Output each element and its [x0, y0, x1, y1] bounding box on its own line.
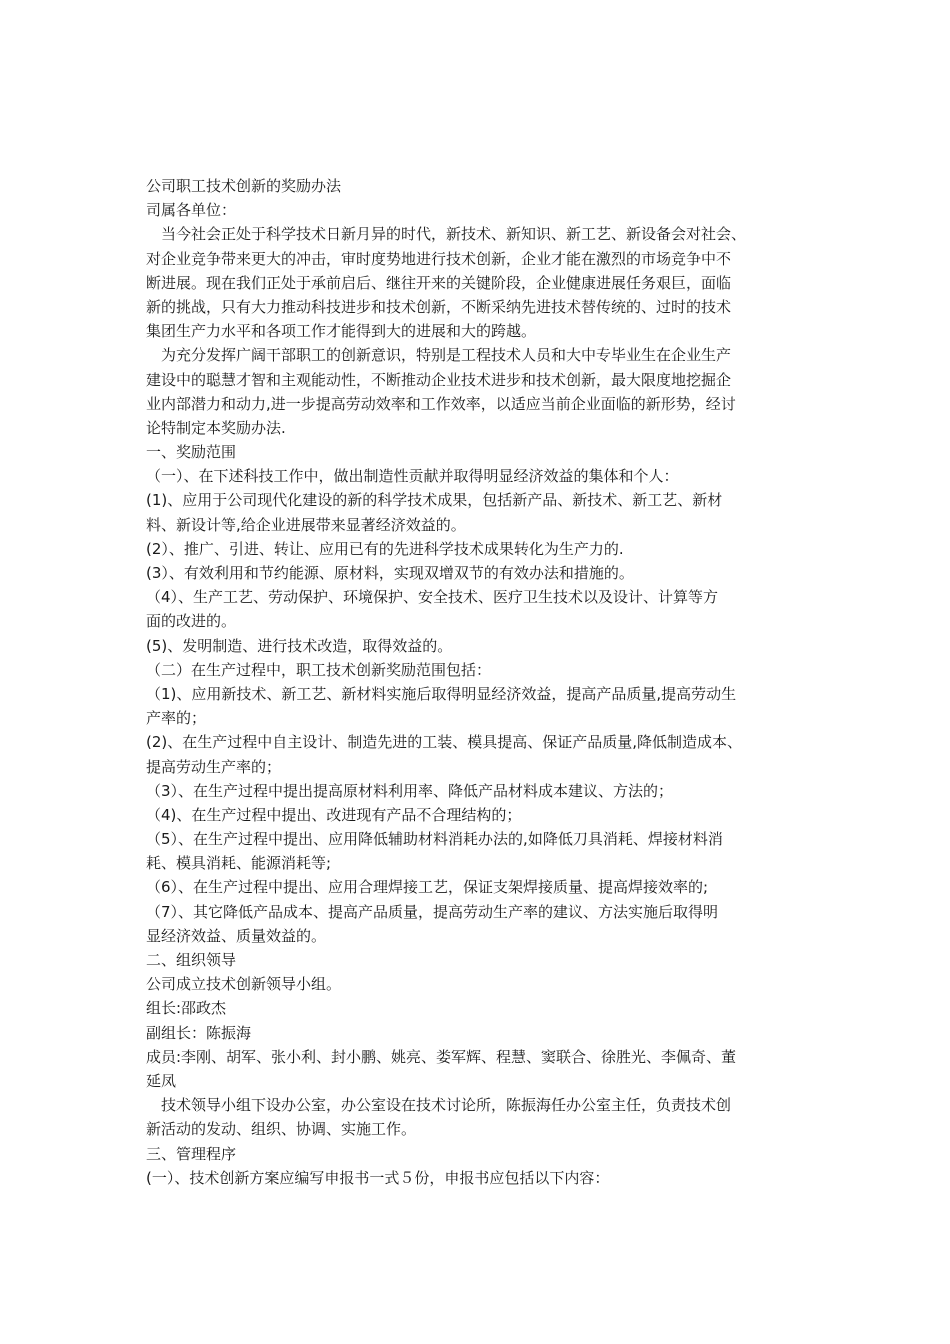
list-item: 产率的； — [146, 709, 207, 728]
list-item: (2)、在生产过程中自主设计、制造先进的工装、模具提高、保证产品质量,降低制造成本、 — [146, 733, 743, 752]
paragraph-line: 新活动的发动、组织、协调、实施工作。 — [146, 1120, 417, 1139]
list-item: (5)、发明制造、进行技术改造，取得效益的。 — [146, 636, 453, 655]
list-item: (1)、应用于公司现代化建设的新的科学技术成果，包括新产品、新技术、新工艺、新材 — [146, 491, 723, 510]
paragraph-line: 集团生产力水平和各项工作才能得到大的进展和大的跨越。 — [146, 322, 537, 341]
paragraph-line: 新的挑战，只有大力推动科技进步和技术创新，不断采纳先进技术替传统的、过时的技术 — [146, 297, 732, 316]
list-item: 料、新设计等,给企业进展带来显著经济效益的。 — [146, 515, 466, 534]
paragraph-line: 对企业竞争带来更大的冲击，审时度势地进行技术创新，企业才能在激烈的市场竞争中不 — [146, 249, 732, 268]
list-item: （4)、在生产过程中提出、改进现有产品不合理结构的； — [146, 805, 522, 824]
paragraph-line: 为充分发挥广阔干部职工的创新意识，特别是工程技术人员和大中专毕业生在企业生产 — [146, 346, 732, 365]
list-item: 显经济效益、质量效益的。 — [146, 926, 327, 945]
members-line: 延凤 — [146, 1071, 177, 1090]
deputy-leader-line: 副组长：陈振海 — [146, 1023, 252, 1042]
document-title: 公司职工技术创新的奖励办法 — [146, 177, 342, 195]
paragraph-line: 技术领导小组下设办公室，办公室设在技术讨论所，陈振海任办公室主任，负责技术创 — [146, 1096, 732, 1115]
paragraph-line: 建设中的聪慧才智和主观能动性，不断推动企业技术进步和技术创新，最大限度地挖掘企 — [146, 370, 732, 389]
list-item: (2）、推广、引进、转让、应用已有的先进科学技术成果转化为生产力的. — [146, 539, 624, 558]
document-page — [146, 174, 824, 1190]
paragraph-line: (一）、技术创新方案应编写申报书一式５份，申报书应包括以下内容： — [146, 1168, 610, 1187]
section-heading: 二、组织领导 — [146, 951, 237, 969]
subsection-heading: （二）在生产过程中，职工技术创新奖励范围包括： — [146, 660, 492, 679]
paragraph-line: 断进展。现在我们正处于承前启后、继往开来的关键阶段，企业健康进展任务艰巨，面临 — [146, 273, 732, 292]
list-item: （5）、在生产过程中提出、应用降低辅助材料消耗办法的,如降低刀具消耗、焊接材料消 — [146, 830, 723, 849]
list-item: (3）、有效利用和节约能源、原材料，实现双增双节的有效办法和措施的。 — [146, 564, 634, 582]
list-item: （3）、在生产过程中提出提高原材料利用率、降低产品材料成本建议、方法的； — [146, 781, 674, 800]
list-item: 面的改进的。 — [146, 612, 237, 631]
leader-line: 组长:邵政杰 — [146, 999, 227, 1018]
paragraph-line: 论特制定本奖励办法. — [146, 418, 286, 437]
list-item: 提高劳动生产率的； — [146, 757, 282, 776]
subsection-heading: （一）、在下述科技工作中，做出制造性贡献并取得明显经济效益的集体和个人： — [146, 467, 679, 486]
members-line: 成员:李刚、胡军、张小利、封小鹏、姚亮、娄军辉、程慧、窦联合、徐胜光、李佩奇、董 — [146, 1047, 737, 1066]
section-heading: 一、奖励范围 — [146, 443, 237, 462]
salutation: 司属各单位： — [146, 201, 237, 220]
list-item: （4）、生产工艺、劳动保护、环境保护、安全技术、医疗卫生技术以及设计、计算等方 — [146, 588, 719, 607]
paragraph-line: 公司成立技术创新领导小组。 — [146, 975, 342, 994]
list-item: （7）、其它降低产品成本、提高产品质量，提高劳动生产率的建议、方法实施后取得明 — [146, 902, 719, 921]
list-item: （6）、在生产过程中提出、应用合理焊接工艺，保证支架焊接质量、提高焊接效率的; — [146, 878, 709, 897]
paragraph-line: 业内部潜力和动力,进一步提高劳动效率和工作效率，以适应当前企业面临的新形势，经讨 — [146, 394, 736, 413]
paragraph-line: 当今社会正处于科学技术日新月异的时代，新技术、新知识、新工艺、新设备会对社会、 — [146, 225, 747, 244]
section-heading: 三、管理程序 — [146, 1144, 237, 1163]
list-item: 耗、模具消耗、能源消耗等; — [146, 854, 332, 873]
list-item: （1)、应用新技术、新工艺、新材料实施后取得明显经济效益，提高产品质量,提高劳动生 — [146, 684, 737, 703]
